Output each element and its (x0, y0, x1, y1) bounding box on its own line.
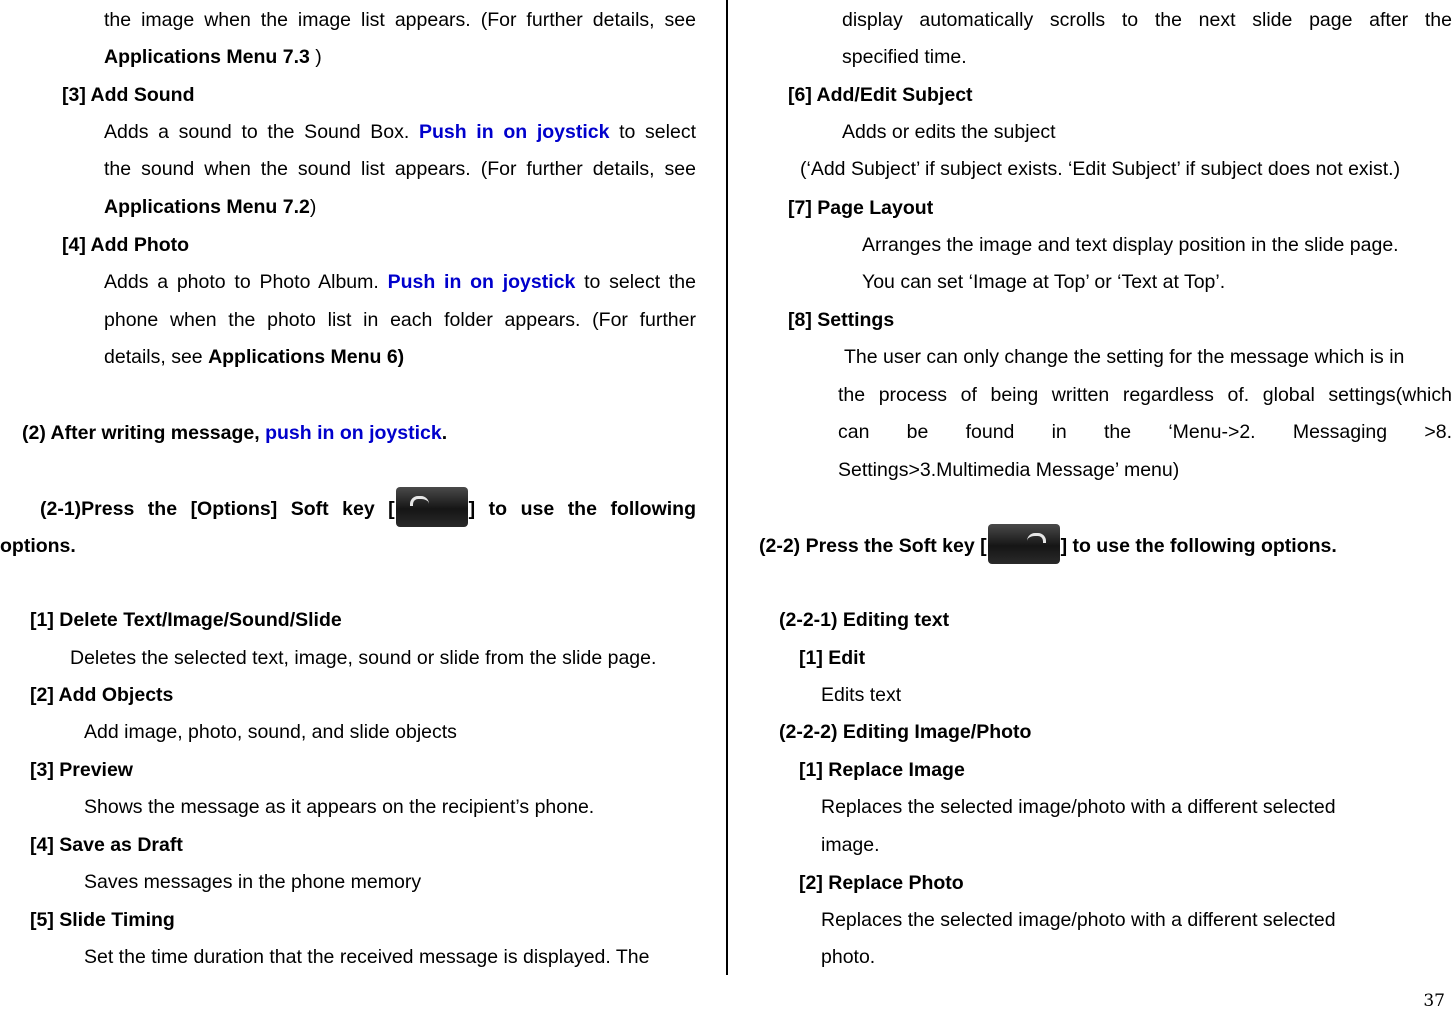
para-line: Arranges the image and text display position in the slide page. (862, 234, 1399, 256)
para-line: specified time. (842, 46, 967, 68)
option-desc: Set the time duration that the received message is displayed. The (84, 946, 650, 968)
section-title-add-edit-subject: [6] Add/Edit Subject (788, 84, 973, 106)
option-title: [1] Delete Text/Image/Sound/Slide (30, 609, 342, 631)
para-line: Settings>3.Multimedia Message’ menu) (838, 459, 1180, 481)
para-line (104, 45, 322, 69)
option-desc: Replaces the selected image/photo with a different selected (821, 796, 1336, 818)
text: Adds a sound to the Sound Box. (104, 121, 419, 143)
text: to select the (575, 271, 696, 293)
text: ] to use the following (468, 498, 697, 520)
para-line (104, 157, 696, 181)
para-line (104, 8, 696, 32)
text: details, see (104, 346, 209, 368)
page-number: 37 (1423, 991, 1445, 1011)
section-title-settings: [8] Settings (788, 309, 895, 331)
step-2-1-heading (40, 487, 696, 527)
para-line: (‘Add Subject’ if subject exists. ‘Edit Subject’ if subject does not exist.) (800, 158, 1401, 180)
menu-reference: Applications Menu 7.2 (104, 196, 310, 218)
para-line: the process of being written regardless of. global settings(which (838, 384, 1452, 406)
step-2-heading (22, 421, 447, 445)
option-desc: Add image, photo, sound, and slide objects (84, 721, 457, 743)
text: (2-2) Press the Soft key [ (759, 535, 987, 557)
text: ] to use the following options. (1060, 535, 1337, 557)
menu-reference: Applications Menu 7.3 (104, 46, 310, 68)
option-desc: Saves messages in the phone memory (84, 871, 422, 893)
para-line (104, 195, 316, 219)
option-desc: Deletes the selected text, image, sound or slide from the slide page. (70, 647, 657, 669)
para-line (104, 120, 696, 144)
option-title: [1] Replace Image (799, 759, 965, 781)
text: the sound when the sound list appears. (For further details, see (104, 158, 696, 180)
option-title: [3] Preview (30, 759, 133, 781)
section-title-add-photo: [4] Add Photo (62, 234, 190, 256)
option-title: [2] Replace Photo (799, 872, 964, 894)
option-title: [4] Save as Draft (30, 834, 183, 856)
text: to select (609, 121, 696, 143)
text: the image when the image list appears. (For further details, see (104, 9, 696, 31)
option-desc: Edits text (821, 684, 902, 706)
option-title: [5] Slide Timing (30, 909, 175, 931)
text: ) (309, 46, 322, 68)
option-desc: photo. (821, 946, 876, 968)
para-line (104, 308, 696, 332)
option-title: [2] Add Objects (30, 684, 174, 706)
step-2-2-heading (759, 524, 1337, 564)
option-title: [1] Edit (799, 647, 866, 669)
option-desc: Replaces the selected image/photo with a different selected (821, 909, 1336, 931)
menu-reference: Applications Menu 6) (208, 346, 405, 368)
text: . (441, 422, 448, 444)
subsection-title: (2-2-2) Editing Image/Photo (779, 721, 1032, 743)
para-line: display automatically scrolls to the next slide page after the (842, 9, 1452, 31)
joystick-instruction: Push in on joystick (387, 271, 576, 293)
para-line: The user can only change the setting for the message which is in (844, 346, 1405, 368)
section-title-add-sound: [3] Add Sound (62, 84, 195, 106)
text: phone when the photo list in each folder appears. (For further (104, 309, 696, 331)
joystick-instruction: push in on joystick (265, 422, 442, 444)
right-soft-key-icon (988, 524, 1060, 564)
para-line (104, 345, 404, 369)
text: (2) After writing message, (22, 422, 266, 444)
text: Adds a photo to Photo Album. (104, 271, 388, 293)
text: ) (309, 196, 317, 218)
column-divider (726, 0, 728, 975)
para-line: Adds or edits the subject (842, 121, 1056, 143)
subsection-title: (2-2-1) Editing text (779, 609, 950, 631)
option-desc: image. (821, 834, 880, 856)
para-line: can be found in the ‘Menu->2. Messaging >8. (838, 421, 1452, 443)
step-2-1-heading-cont: options. (0, 535, 76, 557)
joystick-instruction: Push in on joystick (418, 121, 610, 143)
left-soft-key-icon (396, 487, 468, 527)
section-title-page-layout: [7] Page Layout (788, 197, 934, 219)
para-line: You can set ‘Image at Top’ or ‘Text at Top’. (862, 271, 1226, 293)
text: (2-1)Press the [Options] Soft key [ (40, 498, 395, 520)
para-line (104, 270, 696, 294)
option-desc: Shows the message as it appears on the recipient’s phone. (84, 796, 595, 818)
